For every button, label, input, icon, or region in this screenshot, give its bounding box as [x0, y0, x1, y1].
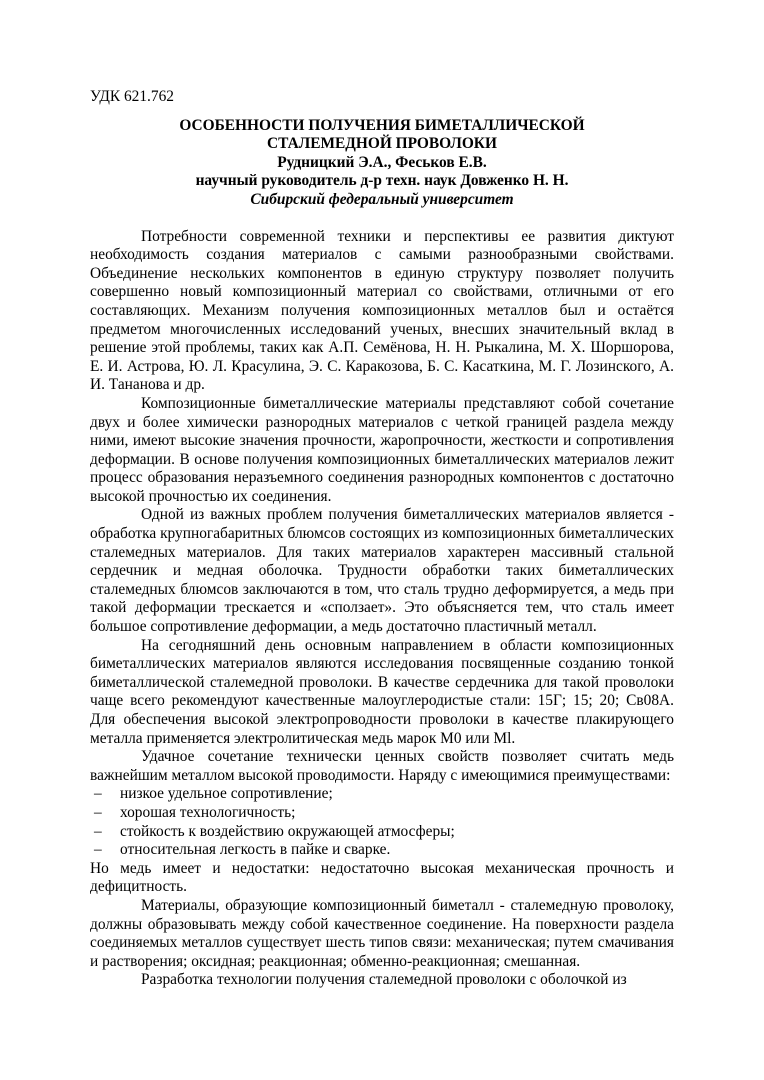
advantages-list [90, 785, 674, 859]
dash-marker: – [94, 841, 102, 859]
paper-title: ОСОБЕННОСТИ ПОЛУЧЕНИЯ БИМЕТАЛЛИЧЕСКОЙ СТАЛЕМЕДНОЙ ПРОВОЛОКИ [179, 116, 585, 153]
dash-marker: – [94, 785, 102, 803]
dash-marker: – [94, 822, 102, 840]
paragraph: На сегодняшний день основным направлением в области композиционных биметаллических материалов являются исследования посвященные созданию тонкой биметаллической сталемедной проволоки. В качестве сердечника для такой проволоки чаще всего рекомендуют качественные малоуглеродистые стали: 15Г; 15; 20; Св08А. Для обеспечения высокой электропроводности проволоки в качестве плакирующего металла применяется электролитическая медь марок М0 или Ml. [90, 636, 674, 747]
authors: Рудницкий Э.А., Феськов Е.В. [277, 153, 487, 171]
list-item-text: низкое удельное сопротивление; [120, 785, 333, 803]
list-item-text: стойкость к воздействию окружающей атмосферы; [120, 822, 455, 840]
scientific-advisor: научный руководитель д-р техн. наук Довженко Н. Н. [195, 172, 569, 190]
paragraph: Разработка технологии получения сталемедной проволоки с оболочкой из [141, 971, 627, 989]
paragraph: Материалы, образующие композиционный биметалл - сталемедную проволоку, должны образовывать между собой качественное соединение. На поверхности раздела соединяемых металлов существует шесть типов связи: механическая; путем смачивания и растворения; оксидная; реакционная; обменно-реакционная; смешанная. [90, 896, 674, 970]
document-page [90, 88, 674, 990]
university: Сибирский федеральный университет [250, 190, 514, 208]
list-item [90, 785, 674, 804]
list-item-text: хорошая технологичность; [120, 803, 296, 821]
dash-marker: – [94, 803, 102, 821]
list-item [90, 804, 674, 823]
udk-code: УДК 621.762 [90, 88, 174, 105]
list-item-text: относительная легкость в пайке и сварке. [120, 841, 391, 859]
list-item [90, 841, 674, 860]
paragraph: Но медь имеет и недостатки: недостаточно высокая механическая прочность и дефицитность. [90, 859, 674, 896]
paragraph: Композиционные биметаллические материалы представляют собой сочетание двух и более химически разнородных материалов с четкой границей раздела между ними, имеют высокие значения прочности, жаропрочности, жесткости и сопротивления деформации. В основе получения композиционных биметаллических материалов лежит процесс образования неразъемного соединения разнородных компонентов с достаточно высокой прочностью их соединения. [90, 394, 674, 505]
paragraph: Потребности современной техники и перспективы ее развития диктуют необходимость создания материалов с самыми разнообразными свойствами. Объединение нескольких компонентов в единую структуру позволяет получить совершенно новый композиционный материал со свойствами, отличными от его составляющих. Механизм получения композиционных металлов был и остаётся предметом многочисленных исследований ученых, внесших значительный вклад в решение этой проблемы, таких как А.П. Семёнова, Н. Н. Рыкалина, М. Х. Шоршорова, Е. И. Астрова, Ю. Л. Красулина, Э. С. Каракозова, Б. С. Касаткина, М. Г. Лозинского, А. И. Тананова и др. [90, 227, 674, 394]
paragraph: Удачное сочетание технически ценных свойств позволяет считать медь важнейшим металлом высокой проводимости. Наряду с имеющимися преимуществами: [90, 748, 674, 784]
paragraph: Одной из важных проблем получения биметаллических материалов является - обработка крупногабаритных блюмсов состоящих из композиционных биметаллических сталемедных материалов. Для таких материалов характерен массивный стальной сердечник и медная оболочка. Трудности обработки таких биметаллических сталемедных блюмсов заключаются в том, что сталь трудно деформируется, а медь при такой деформации трескается и «сползает». Это объясняется тем, что сталь имеет большое сопротивление деформации, а медь достаточно пластичный металл. [90, 506, 674, 636]
list-item [90, 823, 674, 842]
